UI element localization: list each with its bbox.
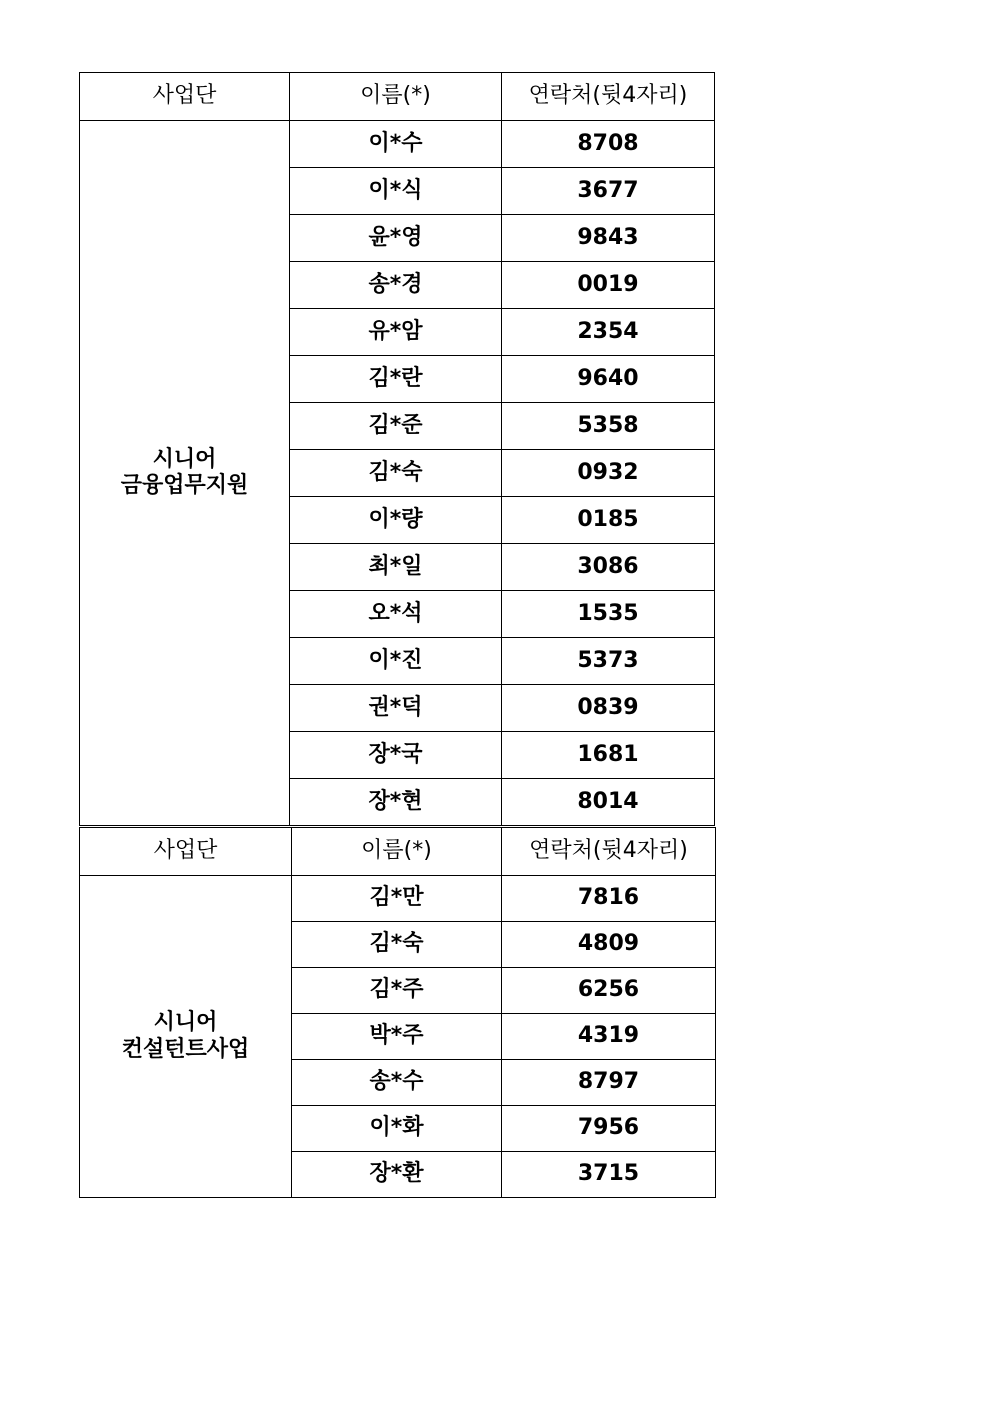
phone-cell: 3677 <box>502 168 715 215</box>
phone-cell: 3086 <box>502 544 715 591</box>
phone-cell: 8797 <box>502 1060 716 1106</box>
phone-cell: 0185 <box>502 497 715 544</box>
name-cell: 김*주 <box>292 968 502 1014</box>
contact-table-body <box>80 73 715 826</box>
phone-cell: 0839 <box>502 685 715 732</box>
phone-cell: 8708 <box>502 121 715 168</box>
name-cell: 김*만 <box>292 876 502 922</box>
group-name-line: 시니어 <box>153 1010 218 1036</box>
phone-cell: 1535 <box>502 591 715 638</box>
header-group: 사업단 <box>80 73 290 121</box>
phone-cell: 0932 <box>502 450 715 497</box>
name-cell: 이*진 <box>290 638 502 685</box>
header-group: 사업단 <box>80 828 292 876</box>
name-cell: 최*일 <box>290 544 502 591</box>
header-name: 이름(*) <box>292 828 502 876</box>
table-row <box>80 121 715 168</box>
name-cell: 김*란 <box>290 356 502 403</box>
phone-cell: 0019 <box>502 262 715 309</box>
contact-table-consultant <box>79 827 716 1198</box>
phone-cell: 8014 <box>502 779 715 826</box>
name-cell: 이*량 <box>290 497 502 544</box>
header-name: 이름(*) <box>290 73 502 121</box>
phone-cell: 6256 <box>502 968 716 1014</box>
name-cell: 박*주 <box>292 1014 502 1060</box>
phone-cell: 7956 <box>502 1106 716 1152</box>
name-cell: 권*덕 <box>290 685 502 732</box>
phone-cell: 1681 <box>502 732 715 779</box>
contact-table-financial-support <box>79 72 715 826</box>
name-cell: 오*석 <box>290 591 502 638</box>
table-row <box>80 876 716 922</box>
name-cell: 장*현 <box>290 779 502 826</box>
contact-table-body <box>80 828 716 1198</box>
phone-cell: 2354 <box>502 309 715 356</box>
name-cell: 장*환 <box>292 1152 502 1198</box>
phone-cell: 9843 <box>502 215 715 262</box>
name-cell: 이*식 <box>290 168 502 215</box>
name-cell: 김*준 <box>290 403 502 450</box>
name-cell: 송*수 <box>292 1060 502 1106</box>
phone-cell: 4809 <box>502 922 716 968</box>
header-row <box>80 828 716 876</box>
phone-cell: 7816 <box>502 876 716 922</box>
header-phone: 연락처(뒷4자리) <box>502 828 716 876</box>
group-name-cell <box>80 876 292 1198</box>
phone-cell: 5358 <box>502 403 715 450</box>
phone-cell: 5373 <box>502 638 715 685</box>
phone-cell: 3715 <box>502 1152 716 1198</box>
name-cell: 김*숙 <box>290 450 502 497</box>
phone-cell: 9640 <box>502 356 715 403</box>
name-cell: 윤*영 <box>290 215 502 262</box>
name-cell: 송*경 <box>290 262 502 309</box>
group-name-line: 시니어 <box>152 446 217 472</box>
group-name-line: 금융업무지원 <box>120 473 249 498</box>
header-phone: 연락처(뒷4자리) <box>502 73 715 121</box>
name-cell: 김*숙 <box>292 922 502 968</box>
name-cell: 이*수 <box>290 121 502 168</box>
name-cell: 유*암 <box>290 309 502 356</box>
name-cell: 이*화 <box>292 1106 502 1152</box>
header-row <box>80 73 715 121</box>
name-cell: 장*국 <box>290 732 502 779</box>
group-name-line: 컨설턴트사업 <box>121 1036 250 1062</box>
phone-cell: 4319 <box>502 1014 716 1060</box>
group-name-cell <box>80 121 290 826</box>
